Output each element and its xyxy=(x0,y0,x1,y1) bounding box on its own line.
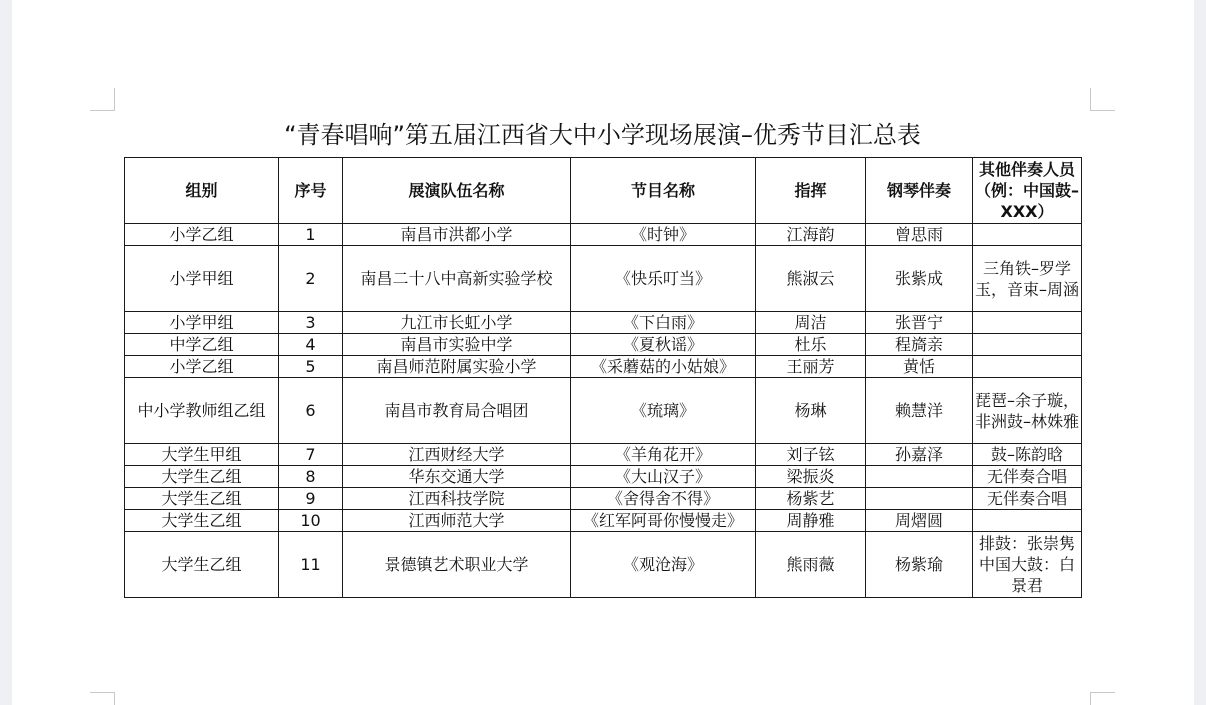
cell-group: 大学生甲组 xyxy=(125,444,279,466)
cell-no: 10 xyxy=(279,510,343,532)
cell-program: 《时钟》 xyxy=(571,224,756,246)
table-row xyxy=(125,510,1082,532)
cell-conductor: 杨紫艺 xyxy=(756,488,866,510)
cell-group: 大学生乙组 xyxy=(125,510,279,532)
crop-mark-bottom-right xyxy=(1090,692,1115,705)
cell-team: 江西科技学院 xyxy=(343,488,571,510)
crop-mark-bottom-left xyxy=(90,692,115,705)
cell-no: 7 xyxy=(279,444,343,466)
cell-group: 大学生乙组 xyxy=(125,466,279,488)
cell-group: 小学乙组 xyxy=(125,224,279,246)
cell-program: 《红军阿哥你慢慢走》 xyxy=(571,510,756,532)
cell-others xyxy=(973,334,1082,356)
cell-others: 排鼓：张崇隽中国大鼓：白景君 xyxy=(973,532,1082,598)
cell-team: 南昌师范附属实验小学 xyxy=(343,356,571,378)
cell-program: 《羊角花开》 xyxy=(571,444,756,466)
table-header-row xyxy=(125,158,1082,224)
cell-others xyxy=(973,510,1082,532)
cell-piano: 程旖亲 xyxy=(866,334,973,356)
cell-no: 11 xyxy=(279,532,343,598)
cell-conductor: 周洁 xyxy=(756,312,866,334)
cell-group: 大学生乙组 xyxy=(125,488,279,510)
cell-team: 九江市长虹小学 xyxy=(343,312,571,334)
cell-group: 小学甲组 xyxy=(125,246,279,312)
cell-piano: 孙嘉泽 xyxy=(866,444,973,466)
cell-group: 小学乙组 xyxy=(125,356,279,378)
cell-piano: 周熠圆 xyxy=(866,510,973,532)
table-row xyxy=(125,466,1082,488)
cell-program: 《快乐叮当》 xyxy=(571,246,756,312)
cell-no: 5 xyxy=(279,356,343,378)
cell-conductor: 熊淑云 xyxy=(756,246,866,312)
cell-no: 6 xyxy=(279,378,343,444)
cell-others xyxy=(973,224,1082,246)
table-row xyxy=(125,334,1082,356)
cell-piano: 黄恬 xyxy=(866,356,973,378)
cell-group: 中学乙组 xyxy=(125,334,279,356)
crop-mark-top-right xyxy=(1090,88,1115,111)
cell-team: 江西财经大学 xyxy=(343,444,571,466)
table-row xyxy=(125,488,1082,510)
cell-team: 南昌市洪都小学 xyxy=(343,224,571,246)
cell-group: 中小学教师组乙组 xyxy=(125,378,279,444)
cell-program: 《采蘑菇的小姑娘》 xyxy=(571,356,756,378)
cell-piano xyxy=(866,488,973,510)
cell-piano: 张晋宁 xyxy=(866,312,973,334)
cell-group: 大学生乙组 xyxy=(125,532,279,598)
table-row xyxy=(125,378,1082,444)
cell-no: 3 xyxy=(279,312,343,334)
table-row xyxy=(125,532,1082,598)
cell-others xyxy=(973,356,1082,378)
header-no: 序号 xyxy=(279,158,343,224)
cell-program: 《夏秋谣》 xyxy=(571,334,756,356)
cell-no: 8 xyxy=(279,466,343,488)
cell-conductor: 梁振炎 xyxy=(756,466,866,488)
cell-conductor: 王丽芳 xyxy=(756,356,866,378)
cell-others xyxy=(973,312,1082,334)
cell-group: 小学甲组 xyxy=(125,312,279,334)
program-summary-table xyxy=(124,157,1082,598)
cell-others: 三角铁–罗学玉，音束–周涵 xyxy=(973,246,1082,312)
cell-program: 《下白雨》 xyxy=(571,312,756,334)
cell-conductor: 熊雨薇 xyxy=(756,532,866,598)
cell-team: 华东交通大学 xyxy=(343,466,571,488)
table-row xyxy=(125,356,1082,378)
header-piano: 钢琴伴奏 xyxy=(866,158,973,224)
crop-mark-top-left xyxy=(90,88,115,111)
cell-conductor: 刘子铉 xyxy=(756,444,866,466)
cell-others: 无伴奏合唱 xyxy=(973,488,1082,510)
cell-conductor: 杜乐 xyxy=(756,334,866,356)
cell-program: 《舍得舍不得》 xyxy=(571,488,756,510)
cell-team: 景德镇艺术职业大学 xyxy=(343,532,571,598)
table-row xyxy=(125,224,1082,246)
document-title: “青春唱响”第五届江西省大中小学现场展演–优秀节目汇总表 xyxy=(284,121,921,149)
cell-conductor: 杨琳 xyxy=(756,378,866,444)
cell-program: 《观沧海》 xyxy=(571,532,756,598)
header-group: 组别 xyxy=(125,158,279,224)
table-row xyxy=(125,246,1082,312)
cell-piano: 张紫成 xyxy=(866,246,973,312)
cell-others: 琵琶–余子璇，非洲鼓–林姝雅 xyxy=(973,378,1082,444)
cell-conductor: 周静雅 xyxy=(756,510,866,532)
cell-program: 《琉璃》 xyxy=(571,378,756,444)
cell-no: 4 xyxy=(279,334,343,356)
cell-conductor: 江海韵 xyxy=(756,224,866,246)
header-program: 节目名称 xyxy=(571,158,756,224)
cell-piano: 杨紫瑜 xyxy=(866,532,973,598)
cell-team: 南昌市实验中学 xyxy=(343,334,571,356)
cell-team: 南昌市教育局合唱团 xyxy=(343,378,571,444)
cell-program: 《大山汉子》 xyxy=(571,466,756,488)
cell-team: 江西师范大学 xyxy=(343,510,571,532)
table-row xyxy=(125,444,1082,466)
cell-piano: 曾思雨 xyxy=(866,224,973,246)
header-team: 展演队伍名称 xyxy=(343,158,571,224)
cell-piano xyxy=(866,466,973,488)
cell-others: 无伴奏合唱 xyxy=(973,466,1082,488)
cell-team: 南昌二十八中高新实验学校 xyxy=(343,246,571,312)
header-others: 其他伴奏人员（例：中国鼓–XXX） xyxy=(973,158,1082,224)
cell-others: 鼓–陈韵晗 xyxy=(973,444,1082,466)
cell-no: 9 xyxy=(279,488,343,510)
table-row xyxy=(125,312,1082,334)
cell-no: 1 xyxy=(279,224,343,246)
header-conductor: 指挥 xyxy=(756,158,866,224)
cell-piano: 赖慧洋 xyxy=(866,378,973,444)
cell-no: 2 xyxy=(279,246,343,312)
